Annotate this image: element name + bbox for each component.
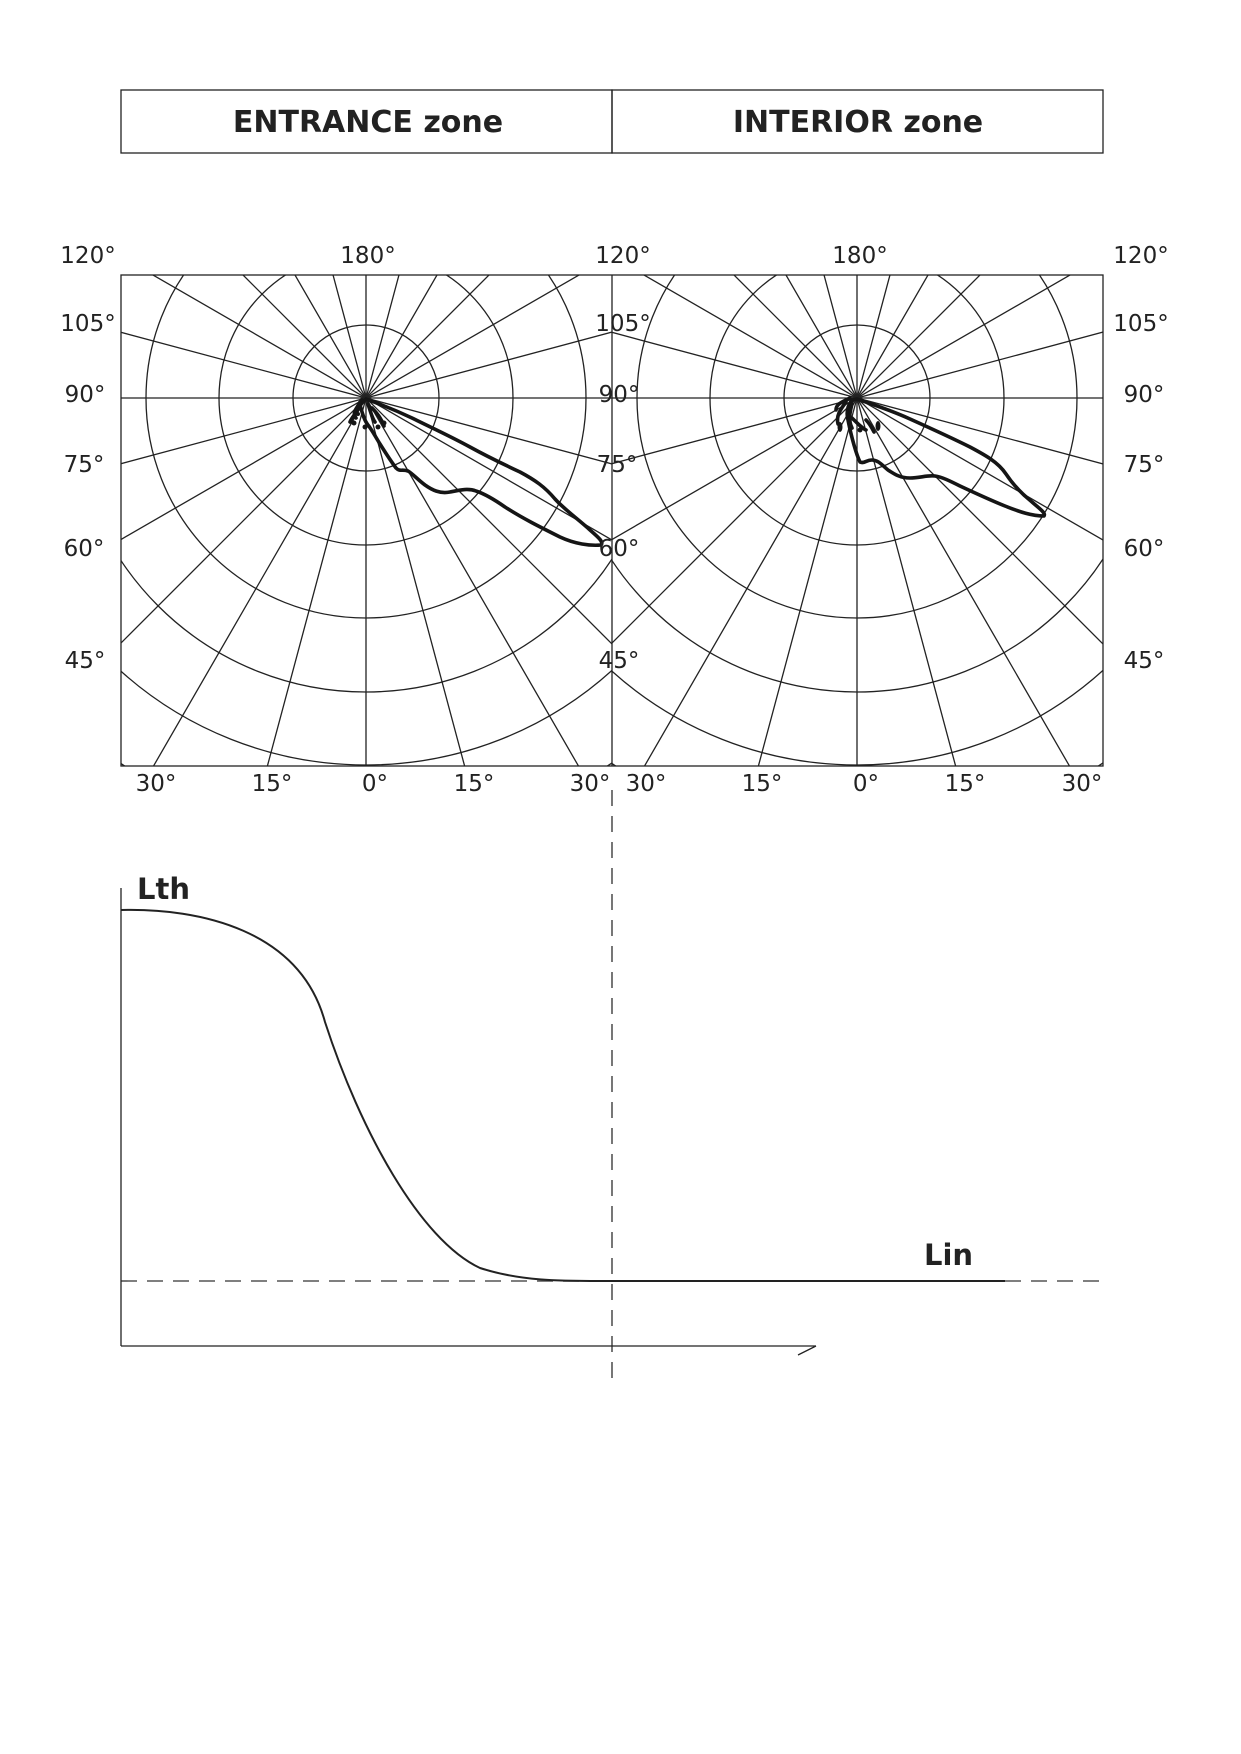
polar-radial-line	[0, 0, 932, 964]
zone-header	[121, 90, 1103, 153]
polar-middle-side-labels	[595, 311, 650, 674]
bottom-label-left-30b: 30°	[569, 771, 611, 797]
right-label-75: 75°	[1123, 452, 1165, 478]
entrance-zone-title: ENTRANCE zone	[232, 105, 504, 140]
polar-bottom-labels	[136, 771, 1103, 797]
bottom-label-right-30b: 30°	[1061, 771, 1103, 797]
bottom-label-left-30: 30°	[135, 771, 177, 797]
left-label-60: 60°	[63, 536, 105, 562]
top-label-entrance-180: 180°	[340, 243, 396, 269]
threshold-luminance-label: Lth	[137, 872, 190, 906]
right-label-105: 105°	[1113, 311, 1169, 337]
interior-polar-grid	[57, 0, 1241, 1198]
luminance-diagram	[121, 790, 1105, 1380]
interior-light-distribution-curve	[847, 399, 1044, 516]
distance-axis-tick	[798, 1346, 816, 1355]
luminance-transition-curve	[121, 910, 1005, 1281]
bottom-label-left-0: 0°	[361, 771, 389, 797]
top-label-middle-120: 120°	[595, 243, 651, 269]
interior-zone-title: INTERIOR zone	[732, 105, 984, 140]
middle-label-45: 45°	[598, 648, 640, 674]
top-label-left-120: 120°	[60, 243, 116, 269]
polar-right-side-labels	[1113, 311, 1168, 674]
bottom-label-left-15: 15°	[251, 771, 293, 797]
middle-label-90: 90°	[598, 382, 640, 408]
polar-left-side-labels	[60, 311, 115, 674]
right-label-90: 90°	[1123, 382, 1165, 408]
bottom-label-right-15: 15°	[741, 771, 783, 797]
polar-radial-line	[291, 0, 1241, 964]
left-label-75: 75°	[63, 452, 105, 478]
entrance-light-distribution-curve	[360, 399, 602, 545]
left-label-105: 105°	[60, 311, 116, 337]
polar-radial-line	[291, 0, 1241, 964]
middle-label-105: 105°	[595, 311, 651, 337]
left-label-90: 90°	[64, 382, 106, 408]
middle-label-75: 75°	[596, 452, 638, 478]
right-label-60: 60°	[1123, 536, 1165, 562]
polar-radial-line	[0, 0, 766, 1091]
right-label-45: 45°	[1123, 648, 1165, 674]
left-label-45: 45°	[64, 648, 106, 674]
bottom-label-left-15b: 15°	[453, 771, 495, 797]
bottom-label-right-0: 0°	[852, 771, 880, 797]
bottom-label-right-30: 30°	[625, 771, 667, 797]
interior-luminance-label: Lin	[924, 1238, 974, 1272]
polar-radial-line	[0, 0, 932, 964]
top-label-right-120: 120°	[1113, 243, 1169, 269]
top-label-interior-180: 180°	[832, 243, 888, 269]
polar-top-labels	[60, 243, 1168, 269]
polar-radial-line	[0, 0, 766, 1091]
bottom-label-right-15b: 15°	[944, 771, 986, 797]
middle-label-60: 60°	[598, 536, 640, 562]
